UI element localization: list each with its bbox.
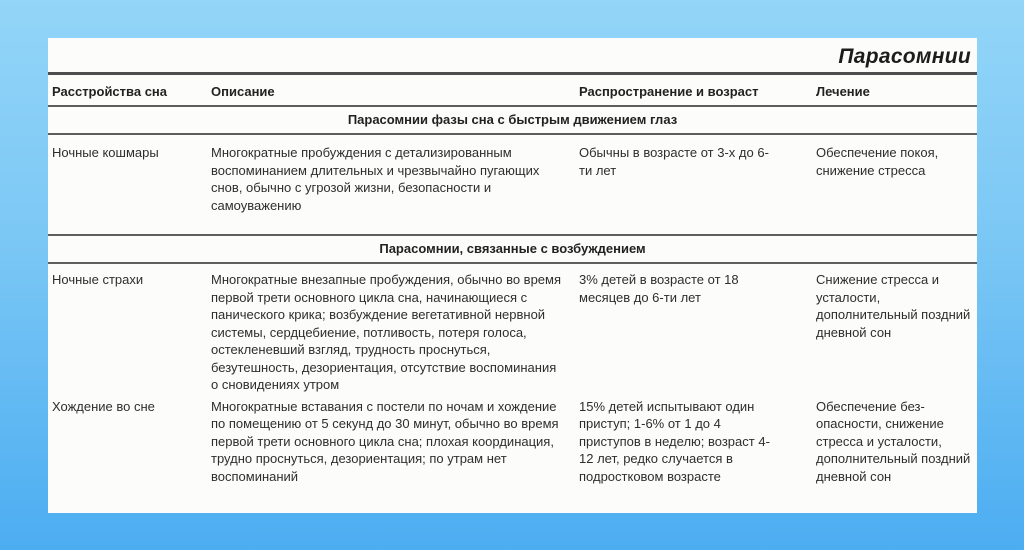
cell-disorder: Хождение во сне (52, 398, 155, 414)
table-row-nightmares (48, 135, 977, 234)
column-header-description: Описание (211, 84, 275, 99)
column-header-prevalence: Распространение и возраст (579, 84, 759, 99)
cell-description: Многократные внезапные пробуждения, обычно во время первой трети основного цикла сна, начинающиеся с панического крика; возбуждение вегетативной нервной системы, сердцебиение, потливость, потеря голоса, остекленевший взгляд, трудность проснуться, безутешность, дезориентация, отсутствие воспоминания о сновидениях утром (211, 272, 562, 392)
cell-treatment: Обеспечение покоя, снижение стресса (816, 145, 939, 178)
cell-treatment: Снижение стресса и усталости, дополнительный поздний дневной сон (816, 272, 971, 340)
cell-prevalence: 15% детей испытывают один приступ; 1-6% от 1 до 4 приступов в неделю; возраст 4-12 лет, редко случается в подростковом возрасте (579, 398, 770, 484)
document-sheet (48, 38, 977, 513)
cell-treatment: Обеспечение безопасности, снижение стресса и усталости, дополнительный поздний дневной сон (816, 398, 971, 484)
column-header-treatment: Лечение (816, 84, 870, 99)
table-row-sleepwalking (48, 394, 977, 486)
section-header-rem-parasomnias: Парасомнии фазы сна с быстрым движением глаз (347, 112, 678, 127)
table-header-row (48, 75, 977, 105)
page-title: Парасомнии (838, 45, 971, 68)
section-header-arousal-parasomnias: Парасомнии, связанные с возбуждением (379, 241, 646, 256)
cell-description: Многократные пробуждения с детализированным воспоминанием длительных и чрезвычайно пугающих снов, обычно с угрозой жизни, безопасности и самоуважению (211, 145, 540, 213)
cell-disorder: Ночные страхи (52, 272, 144, 287)
table-row-night-terrors (48, 264, 977, 394)
cell-description: Многократные вставания с постели по ночам и хождение по помещению от 5 секунд до 30 минут, обычно во время первой трети основного цикла сна; плохая координация, трудно проснуться, дезориентация; по утрам нет воспоминаний (211, 398, 559, 484)
cell-prevalence: Обычны в возрасте от 3-х до 6-ти лет (579, 145, 769, 178)
column-header-disorder: Расстройства сна (52, 84, 168, 99)
cell-disorder: Ночные кошмары (52, 145, 159, 160)
cell-prevalence: 3% детей в возрасте от 18 месяцев до 6-ти лет (579, 272, 739, 305)
